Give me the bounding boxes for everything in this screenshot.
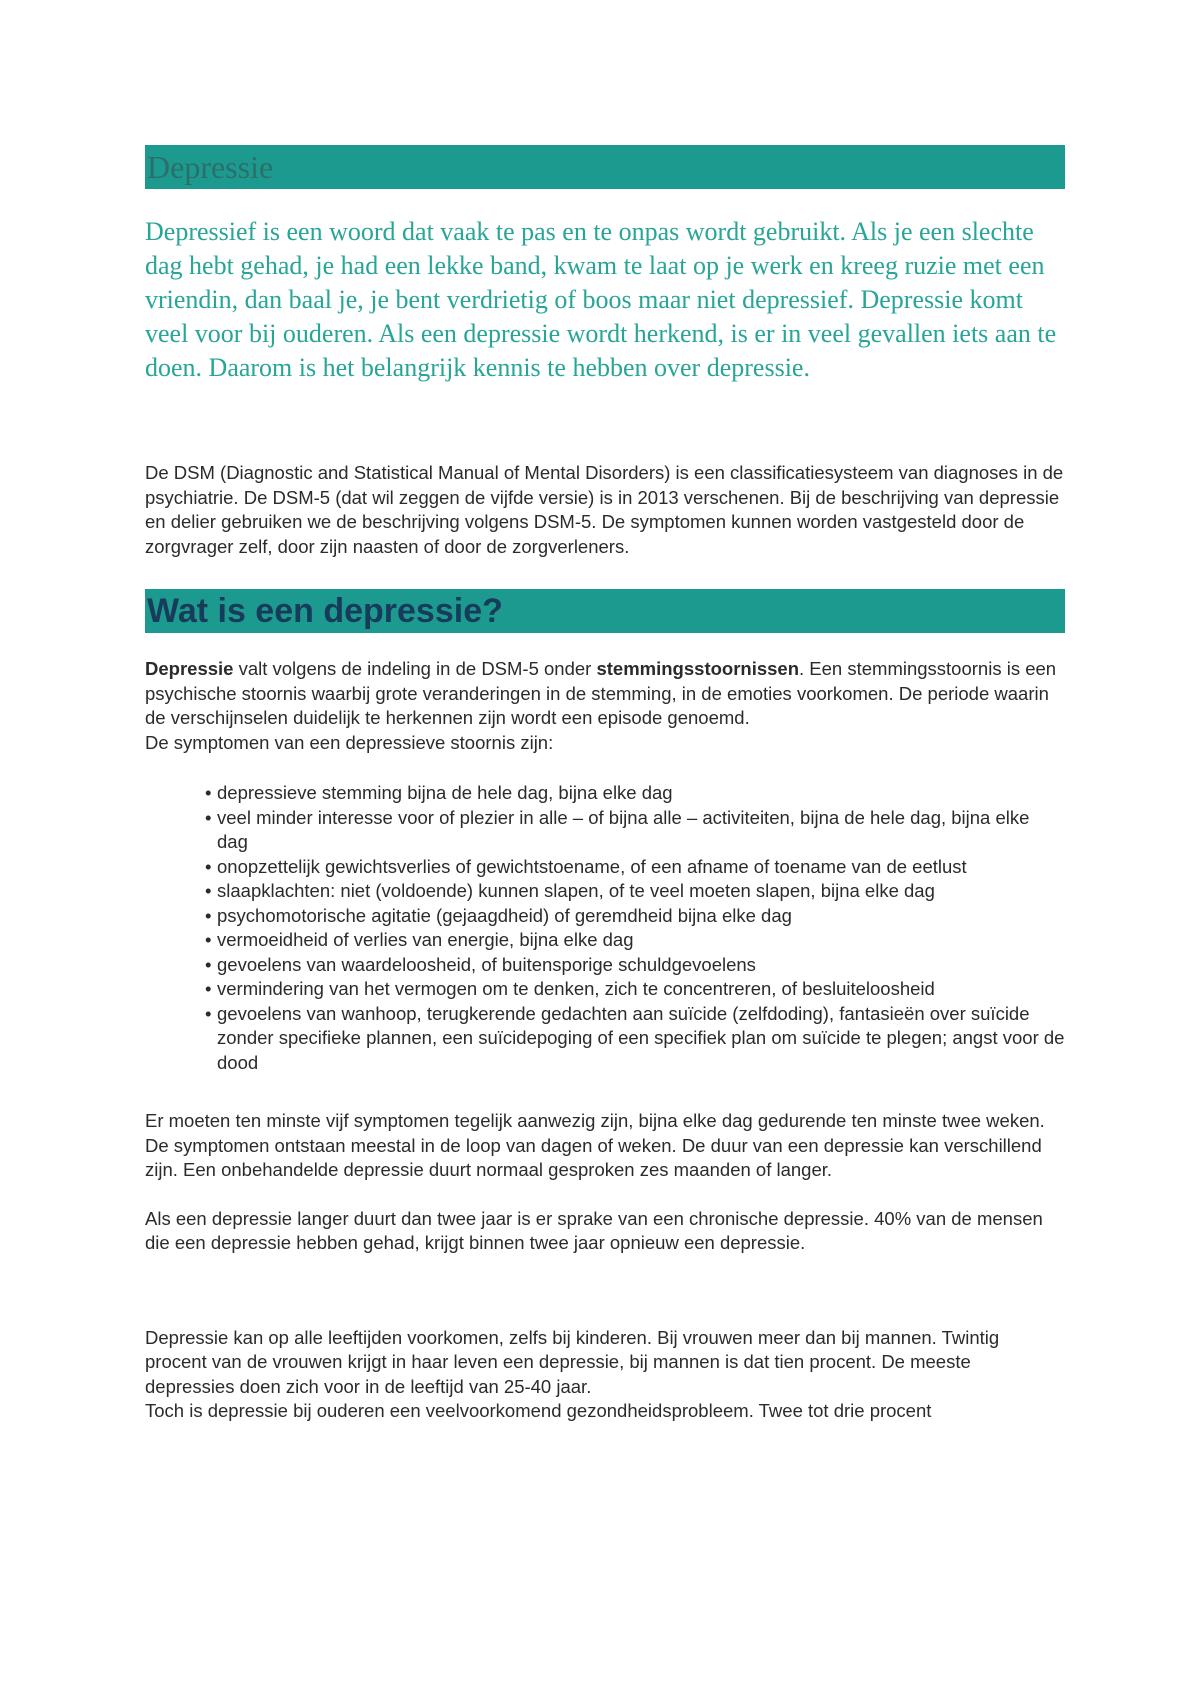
symptoms-intro: De symptomen van een depressieve stoornis zijn: [145, 731, 554, 753]
document-page [145, 145, 1065, 1424]
symptom-text: gevoelens van waardeloosheid, of buitensporige schuldgevoelens [217, 953, 756, 975]
symptom-text: veel minder interesse voor of plezier in alle – of bijna alle – activiteiten, bijna de hele dag, bijna elke dag [217, 806, 1030, 852]
bullet: • [205, 904, 212, 926]
bullet: • [205, 1002, 212, 1024]
list-item [205, 855, 1065, 880]
duration-paragraph: Er moeten ten minste vijf symptomen tegelijk aanwezig zijn, bijna elke dag gedurende ten minste twee weken. De symptomen ontstaan meestal in de loop van dagen of weken. De duur van een depressie kan verschillend zijn. Een onbehandelde depressie duurt normaal gesproken zes maanden of langer. [145, 1110, 1045, 1180]
list-item [205, 904, 1065, 929]
symptom-text: vermindering van het vermogen om te denken, zich te concentreren, of besluiteloosheid [217, 978, 935, 999]
symptom-text: onopzettelijk gewichtsverlies of gewichtstoename, of een afname of toename van de eetlust [217, 855, 967, 877]
list-item [205, 928, 1065, 953]
term-stemmingsstoornissen: stemmingsstoornissen [596, 658, 800, 679]
definition-paragraph [145, 657, 1065, 731]
list-item [205, 977, 1065, 1002]
symptom-text: gevoelens van wanhoop, terugkerende gedachten aan suïcide (zelfdoding), fantasieën over suïcide zonder specifieke plannen, een suïcidepoging of een specifiek plan om suïcide te plegen; angst voor de dood [217, 1002, 1065, 1073]
symptom-text: psychomotorische agitatie (gejaagdheid) of geremdheid bijna elke dag [217, 904, 792, 926]
bullet: • [205, 953, 212, 975]
list-item [205, 1002, 1065, 1076]
symptom-text: slaapklachten: niet (voldoende) kunnen slapen, of te veel moeten slapen, bijna elke dag [217, 880, 935, 901]
list-item [205, 953, 1065, 978]
bullet: • [205, 782, 212, 803]
bullet: • [205, 855, 212, 877]
chronic-paragraph: Als een depressie langer duurt dan twee jaar is er sprake van een chronische depressie. 40% van de mensen die een depressie hebben gehad, krijgt binnen twee jaar opnieuw een depressie. [145, 1207, 1043, 1253]
symptom-text: depressieve stemming bijna de hele dag, bijna elke dag [217, 782, 673, 803]
definition-text-1: valt volgens de indeling in de DSM-5 onder [233, 658, 597, 679]
section-heading: Wat is een depressie? [147, 592, 503, 630]
bullet: • [205, 929, 212, 950]
list-item [205, 806, 1065, 855]
term-depressie: Depressie [145, 658, 234, 679]
intro-paragraph: Depressief is een woord dat vaak te pas en te onpas wordt gebruikt. Als je een slechte dag hebt gehad, je had een lekke band, kwam te laat op je werk en kreeg ruzie met een vriendin, dan baal je, je bent verdrietig of boos maar niet depressief. Depressie komt veel voor bij ouderen. Als een depressie wordt herkend, is er in veel gevallen iets aan te doen. Daarom is het belangrijk kennis te hebben over depressie. [145, 217, 1057, 382]
bullet: • [205, 806, 212, 828]
definition-text-2: . Een stemmingsstoornis is een psychische stoornis waarbij grote veranderingen in de stemming, in de emoties voorkomen. De periode waarin de verschijnselen duidelijk te herkennen zijn wordt een episode genoemd. [145, 658, 1057, 728]
title-banner [145, 145, 1065, 189]
symptoms-list [145, 781, 1065, 1075]
elderly-paragraph: Toch is depressie bij ouderen een veelvoorkomend gezondheidsprobleem. Twee tot drie procent [145, 1400, 932, 1421]
list-item [205, 879, 1065, 904]
list-item [205, 781, 1065, 806]
page-title: Depressie [147, 149, 274, 185]
age-paragraph: Depressie kan op alle leeftijden voorkomen, zelfs bij kinderen. Bij vrouwen meer dan bij mannen. Twintig procent van de vrouwen krijgt in haar leven een depressie, bij mannen is dat tien procent. De meeste depressies doen zich voor in de leeftijd van 25-40 jaar. [145, 1326, 1000, 1397]
bullet: • [205, 880, 212, 901]
symptom-text: vermoeidheid of verlies van energie, bijna elke dag [217, 929, 634, 950]
section-banner [145, 589, 1065, 633]
bullet: • [205, 978, 212, 999]
dsm-paragraph: De DSM (Diagnostic and Statistical Manual of Mental Disorders) is een classificatiesysteem van diagnoses in de psychiatrie. De DSM-5 (dat wil zeggen de vijfde versie) is in 2013 verschenen. Bij de beschrijving van depressie en delier gebruiken we de beschrijving volgens DSM-5. De symptomen kunnen worden vastgesteld door de zorgvrager zelf, door zijn naasten of door de zorgverleners. [145, 462, 1064, 557]
